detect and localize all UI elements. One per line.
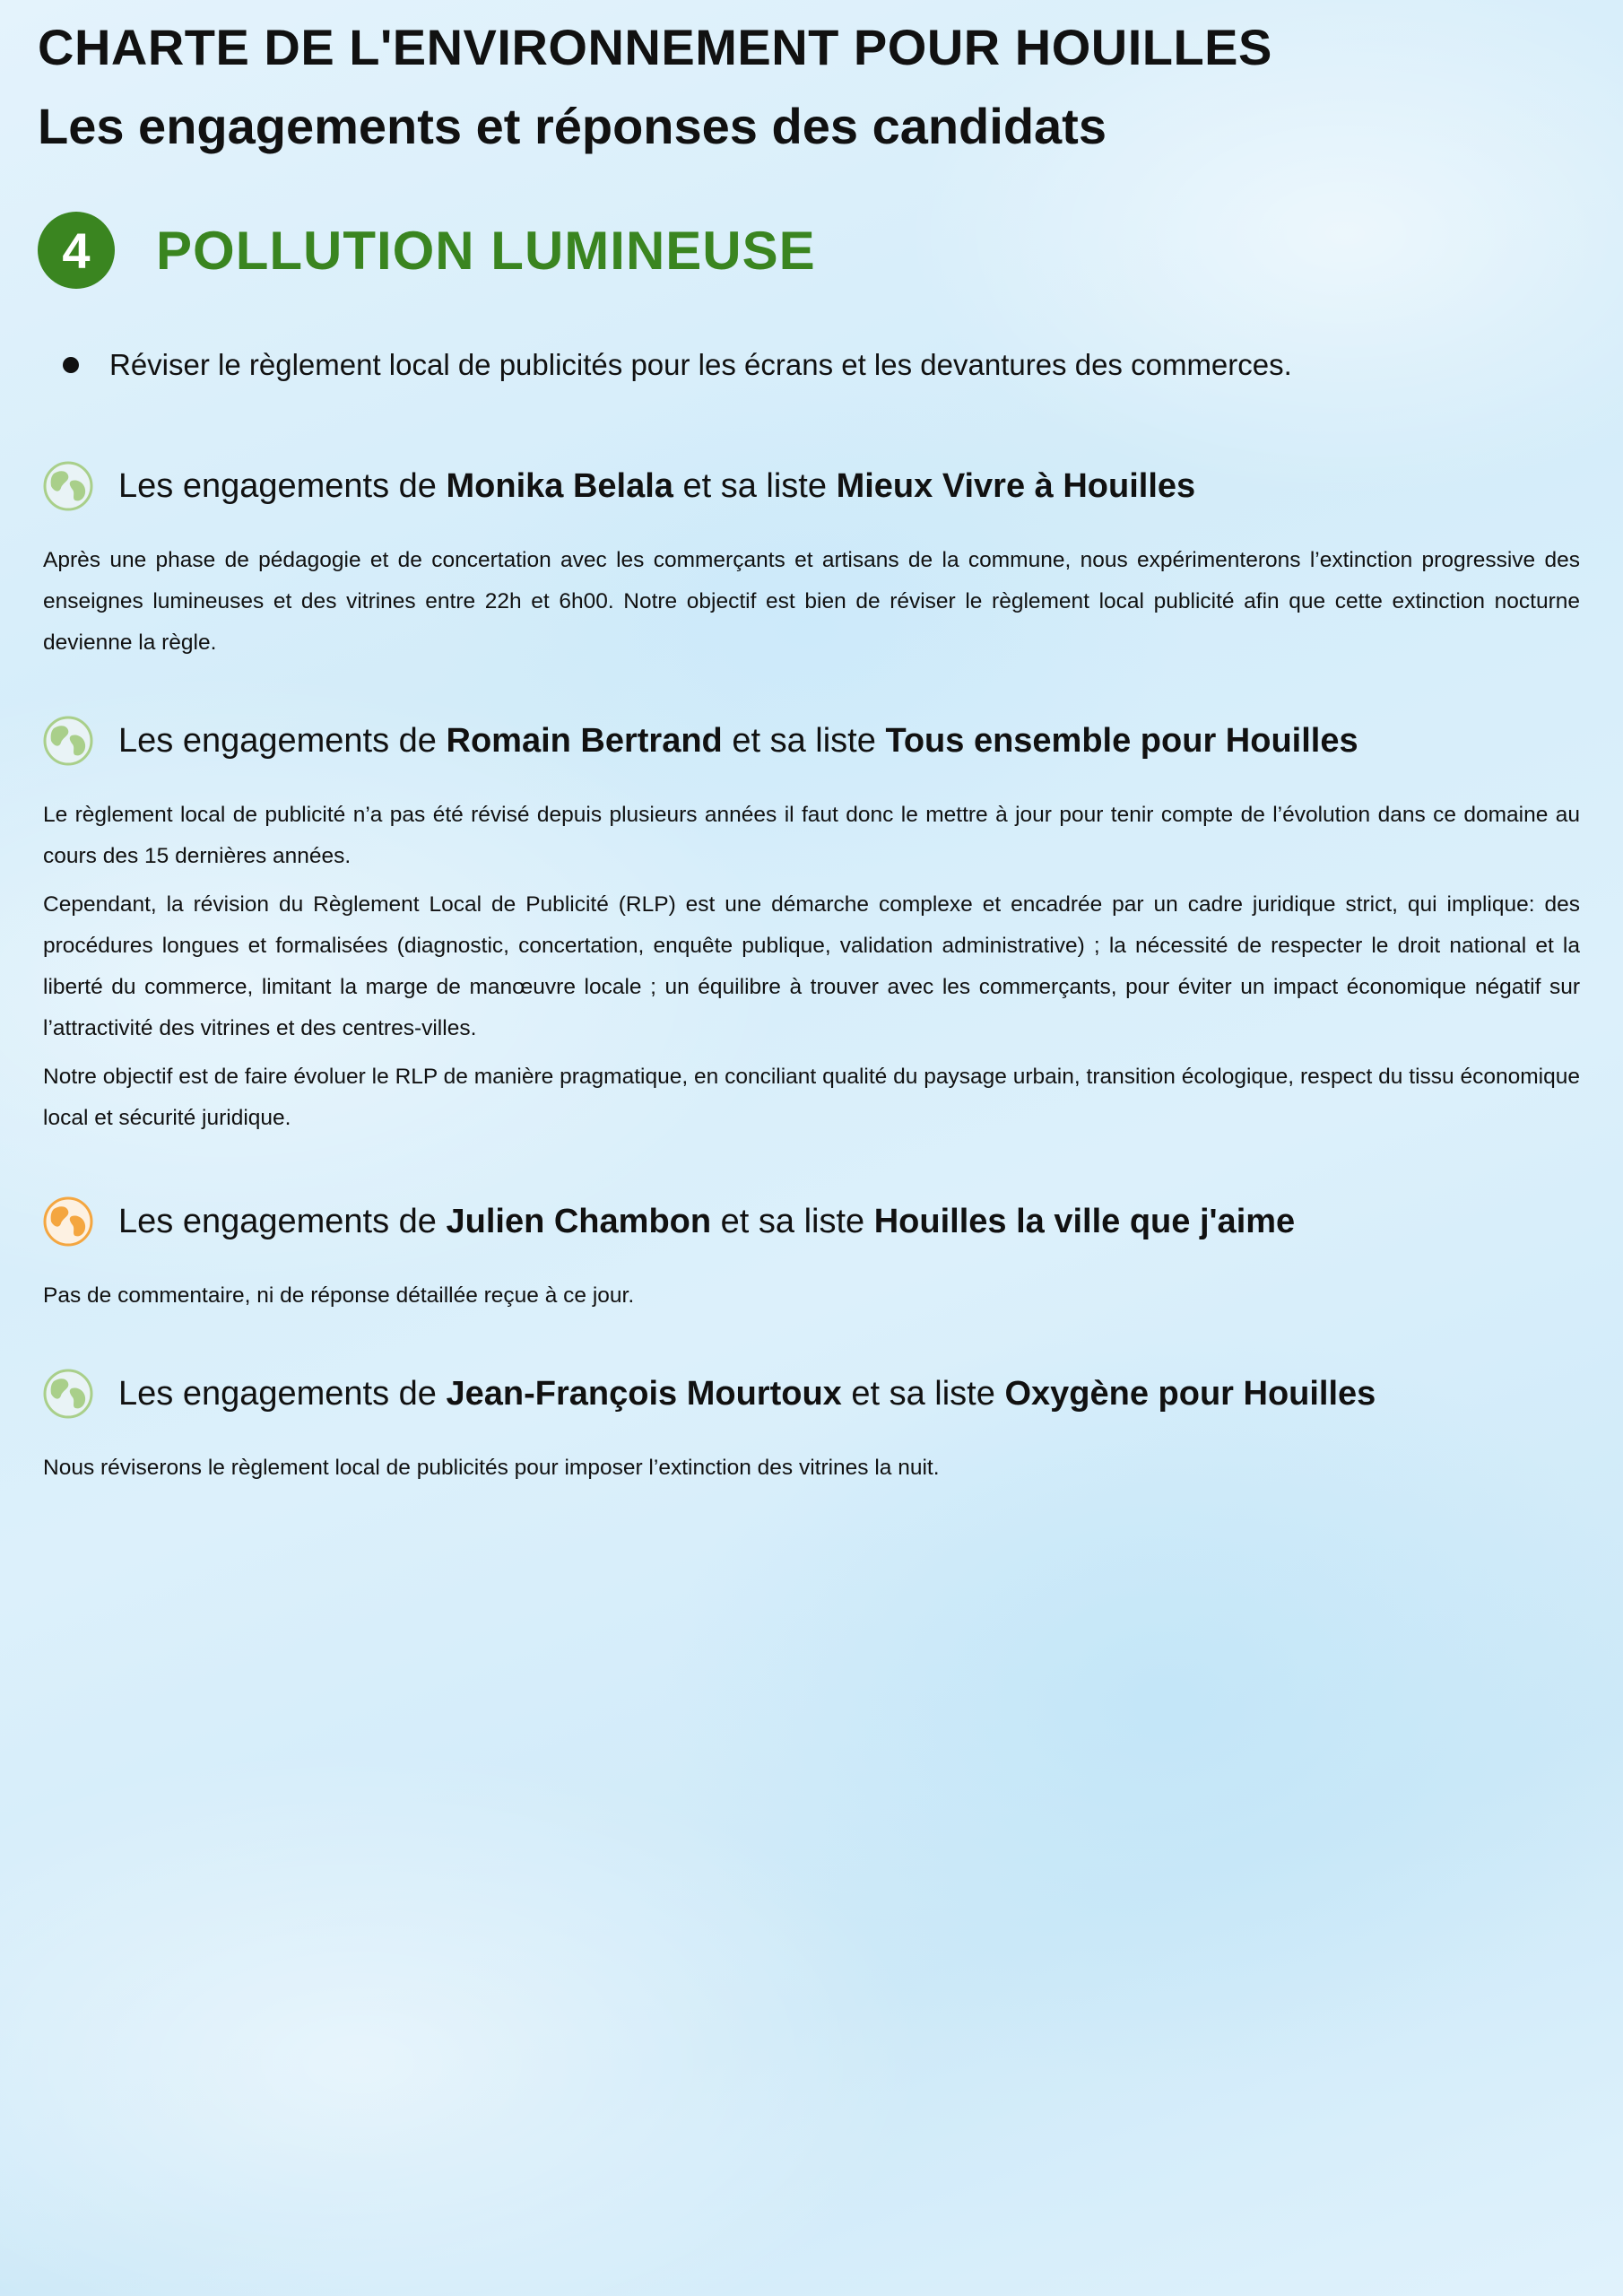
candidate-response: [43, 540, 1580, 664]
heading-prefix: Les engagements de: [118, 721, 437, 760]
candidate-title: [118, 1375, 1376, 1413]
section-bullet-list: [63, 344, 1292, 386]
response-paragraph: Cependant, la révision du Règlement Local de Publicité (RLP) est une démarche complexe et encadrée par un cadre juridique strict, qui implique: des procédures longues et formalisées (diagnostic, concertation, enquête publique, validation administrative) ; la nécessité de respecter le droit national et la liberté du commerce, limitant la marge de manœuvre locale ; un équilibre à trouver avec les commerçants, pour éviter un impact économique négatif sur l’attractivité des vitrines et des centres-villes.: [43, 892, 1580, 1040]
candidate-title: [118, 1203, 1295, 1241]
candidate-heading: [43, 712, 1580, 770]
candidate-block-bertrand: [43, 712, 1580, 1146]
response-paragraph: Notre objectif est de faire évoluer le RLP de manière pragmatique, en conciliant qualité du paysage urbain, transition écologique, respect du tissu économique local et sécurité juridique.: [43, 1065, 1580, 1130]
candidate-title: [118, 722, 1358, 761]
candidate-block-chambon: [43, 1193, 1580, 1324]
page-title: CHARTE DE L'ENVIRONNEMENT POUR HOUILLES: [38, 19, 1272, 75]
heading-middle: et sa liste: [851, 1374, 995, 1413]
candidate-list-name: Mieux Vivre à Houilles: [836, 466, 1196, 505]
candidate-response: [43, 1275, 1580, 1317]
heading-middle: et sa liste: [682, 466, 828, 505]
response-paragraph: Après une phase de pédagogie et de concertation avec les commerçants et artisans de la commune, nous expérimenterons l’extinction progressive des enseignes lumineuses et des vitrines entre 22h et 6h00. Notre objectif est bien de réviser le règlement local publicité afin que cette extinction nocturne devienne la règle.: [43, 548, 1580, 655]
page-subtitle: Les engagements et réponses des candidats: [38, 98, 1107, 154]
candidate-heading: [43, 457, 1580, 515]
heading-middle: et sa liste: [720, 1202, 865, 1240]
heading-middle: et sa liste: [732, 721, 876, 760]
candidate-name: Romain Bertrand: [446, 721, 723, 760]
candidate-block-mourtoux: [43, 1365, 1580, 1496]
candidate-name: Julien Chambon: [446, 1202, 712, 1240]
bullet-item: [63, 344, 1292, 386]
section-header: [38, 212, 816, 289]
candidate-heading: [43, 1365, 1580, 1422]
globe-icon: [43, 1369, 93, 1419]
response-paragraph: Pas de commentaire, ni de réponse détaillée reçue à ce jour.: [43, 1283, 635, 1308]
heading-prefix: Les engagements de: [118, 466, 437, 505]
globe-icon: [43, 716, 93, 766]
bullet-dot-icon: [63, 357, 79, 373]
candidate-list-name: Houilles la ville que j'aime: [873, 1202, 1296, 1240]
globe-icon: [43, 461, 93, 511]
candidate-title: [118, 467, 1195, 506]
candidate-block-belala: [43, 457, 1580, 671]
response-paragraph: Le règlement local de publicité n’a pas été révisé depuis plusieurs années il faut donc le mettre à jour pour tenir compte de l’évolution dans ce domaine au cours des 15 dernières années.: [43, 803, 1580, 868]
candidate-name: Jean-François Mourtoux: [446, 1374, 842, 1413]
candidate-name: Monika Belala: [446, 466, 673, 505]
section-number-badge: 4: [38, 212, 115, 289]
bullet-text: Réviser le règlement local de publicités pour les écrans et les devantures des commerces.: [109, 348, 1292, 381]
candidate-list-name: Oxygène pour Houilles: [1004, 1374, 1376, 1413]
heading-prefix: Les engagements de: [118, 1202, 437, 1240]
candidate-list-name: Tous ensemble pour Houilles: [885, 721, 1358, 760]
globe-icon: [43, 1196, 93, 1247]
section-title: POLLUTION LUMINEUSE: [156, 220, 816, 281]
candidate-response: [43, 1448, 1580, 1489]
response-paragraph: Nous réviserons le règlement local de publicités pour imposer l’extinction des vitrines la nuit.: [43, 1456, 940, 1480]
heading-prefix: Les engagements de: [118, 1374, 437, 1413]
candidate-heading: [43, 1193, 1580, 1250]
candidate-response: [43, 795, 1580, 1139]
